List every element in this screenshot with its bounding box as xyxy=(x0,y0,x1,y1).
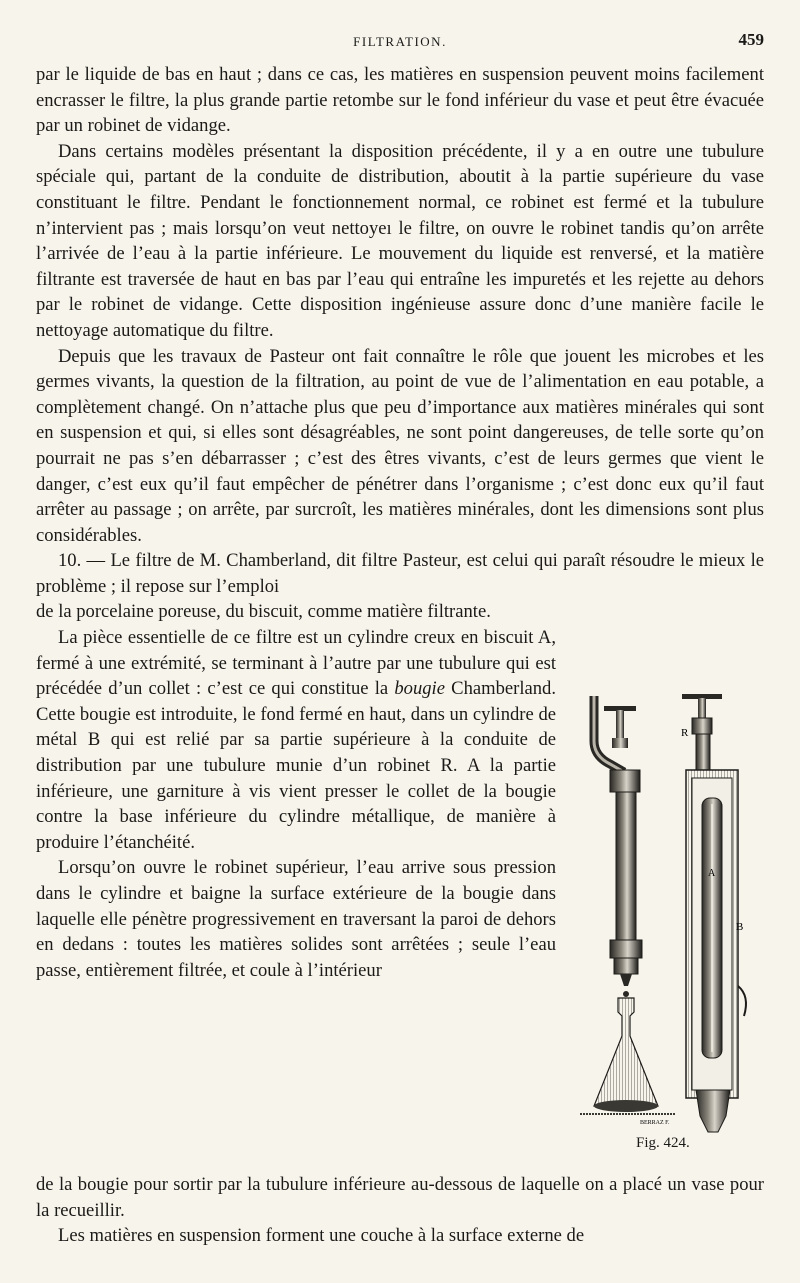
paragraph-5-italic: bougie xyxy=(394,678,445,700)
paragraph-5 xyxy=(36,625,556,855)
label-b: B xyxy=(736,921,744,933)
running-header xyxy=(36,30,764,52)
paragraph-5-start: La pièce essentielle de ce filtre est un cylindre creux en biscuit A, fermé à une extrémité, se terminant à l’autre par une tubulure qui est précédée d’un collet : c’est ce qui constitue la xyxy=(36,627,556,700)
figure-424 xyxy=(580,686,764,1148)
filter-section-view xyxy=(682,694,746,1132)
label-a: A xyxy=(708,868,716,879)
paragraph-6-continued: de la bougie pour sortir par la tubulure inférieure au-dessous de laquelle on a placé un vase pour la recueillir. xyxy=(36,1174,764,1221)
wrapped-column xyxy=(36,599,556,983)
engraver-signature: BERRAZ F. xyxy=(640,1120,670,1126)
paragraph-4: 10. — Le filtre de M. Chamberland, dit filtre Pasteur, est celui qui paraît résoudre le mieux le problème ; il repose sur l’emploi xyxy=(36,550,764,597)
paragraph-3: Depuis que les travaux de Pasteur ont fait connaître le rôle que jouent les microbes et les germes vivants, la question de la filtration, au point de vue de l’alimentation en eau potable, a complètement changé. On n’attache plus que peu d’importance aux matières minérales qui sont en suspension et qui, si elles sont désagréables, ne sont point dangereuses, de telle sorte qu’on pourrait ne pas s’en débarrasser ; c’est des êtres vivants, c’est de leurs germes que vient le danger, c’est eux qu’il faut empêcher de pénétrer dans l’organisme ; c’est donc eux qu’il faut arrêter au passage ; on arrête, par surcroît, les matières minérales, dont les dimensions sont plus considérables. xyxy=(36,345,764,546)
label-r: R xyxy=(681,727,689,739)
body-text-tail xyxy=(36,1172,764,1249)
paragraph-6: Lorsqu’on ouvre le robinet supérieur, l’eau arrive sous pression dans le cylindre et baigne la surface extérieure de la bougie dans laquelle elle pénètre progressivement en traversant la paroi de dehors en dedans : toutes les matières solides sont arrêtées ; seule l’eau passe, entièrement filtrée, et coule à l’intérieur xyxy=(36,857,556,981)
chamberland-filter-illustration xyxy=(580,686,764,1148)
paragraph-5-end: Chamberland. Cette bougie est introduite, le fond fermé en haut, dans un cylindre de métal B qui est relié par sa partie supérieure à la conduite de distribution par une tubulure munie d’un robinet R. A la partie inférieure, une garniture à vis vient presser le collet de la bougie contre la base inférieure du cylindre métallique, de manière à produire l’étanchéité. xyxy=(36,678,556,853)
paragraph-1: par le liquide de bas en haut ; dans ce cas, les matières en suspension peuvent moins facilement encrasser le filtre, la plus grande partie retombe sur le fond inférieur du vase et peut être évacuée par un robinet de vidange. xyxy=(36,64,764,137)
page-number: 459 xyxy=(738,30,764,49)
paragraph-4-continued: de la porcelaine poreuse, du biscuit, comme matière filtrante. xyxy=(36,601,491,623)
figure-caption: Fig. 424. xyxy=(636,1135,690,1151)
filter-exterior-view xyxy=(580,696,676,1114)
paragraph-2: Dans certains modèles présentant la disposition précédente, il y a en outre une tubulure spéciale qui, partant de la conduite de distribution, aboutit à la partie supérieure du vase constituant le filtre. Pendant le fonctionnement normal, ce robinet est fermé et la tubulure n’intervient pas ; mais lorsqu’on veut nettoyeı le filtre, on ouvre le robinet tandis qu’on arrête l’arrivée de l’eau à la partie inférieure. Le mouvement du liquide est renversé, et la matière filtrante est traversée de haut en bas par l’eau qui entraîne les impuretés et les rejette au dehors par le robinet de vidange. Cette disposition ingénieuse assure donc d’une manière facile le nettoyage automatique du filtre. xyxy=(36,140,764,341)
running-title: FILTRATION. xyxy=(353,34,447,49)
paragraph-7: Les matières en suspension forment une couche à la surface externe de xyxy=(58,1225,585,1247)
